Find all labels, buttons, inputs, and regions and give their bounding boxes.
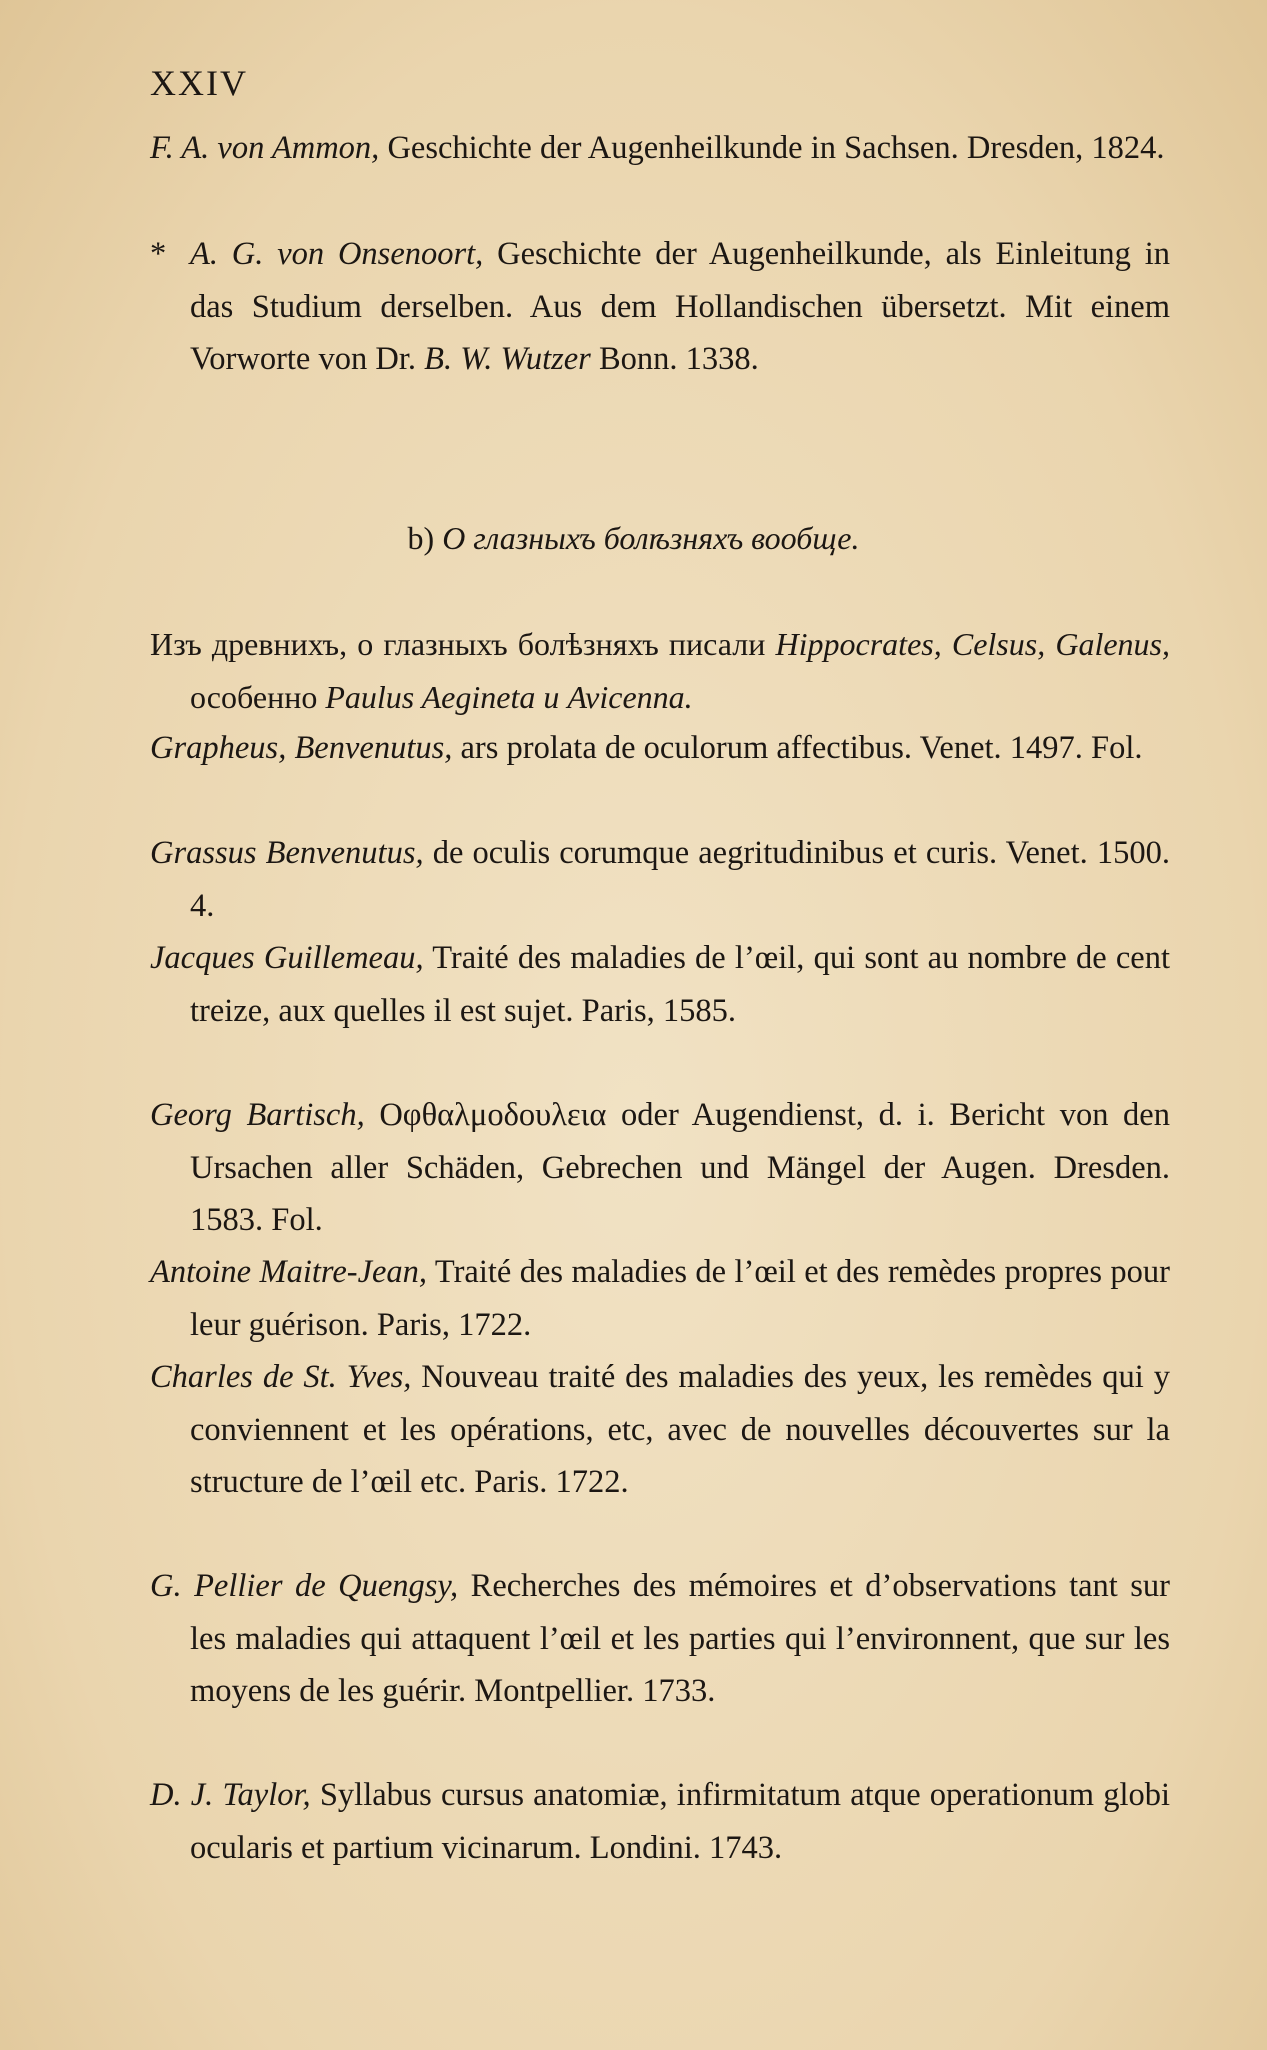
reference-author: Grassus Benvenutus, (150, 835, 424, 871)
reference-text: Geschichte der Augenheilkunde in Sachsen. Dresden, 1824. (379, 130, 1165, 166)
reference-text: Traité des maladies de l’œil, qui sont au nombre de cent treize, aux quelles il est sujet. Paris, 1585. (190, 940, 1170, 1029)
reference-entry (150, 722, 1170, 775)
reference-author: Georg Bartisch, (150, 1097, 365, 1133)
reference-author: G. Pellier de Quengsy, (150, 1568, 459, 1604)
reference-text: Nouveau traité des maladies des yeux, les remèdes qui y conviennent et les opérations, etc, avec de nouvelles découvertes sur la structure de l’œil etc. Paris. 1722. (190, 1359, 1170, 1500)
reference-text-end: Bonn. 1338. (590, 341, 759, 377)
section-label: b) (407, 520, 435, 556)
reference-entry (150, 932, 1170, 1037)
intro-text-2: особенно (190, 678, 326, 715)
reference-author: F. A. von Ammon, (150, 130, 380, 166)
intro-paragraph (150, 618, 1171, 723)
section-heading (0, 512, 1267, 564)
reference-text: ars prolata de oculorum affectibus. Venet. 1497. Fol. (452, 730, 1143, 766)
page-number: XXIV (150, 63, 248, 103)
intro-names-2: Paulus Aegineta и Avicenna. (325, 678, 693, 715)
reference-author-secondary: B. W. Wutzer (424, 341, 591, 377)
reference-entry (150, 1560, 1171, 1718)
reference-author: Grapheus, Benvenutus, (150, 730, 453, 766)
reference-author: Jacques Guillemeau, (150, 940, 424, 976)
intro-text: Изъ древнихъ, о глазныхъ болѣзняхъ писали (150, 626, 776, 662)
reference-entry (150, 827, 1170, 932)
reference-author: D. J. Taylor, (150, 1777, 311, 1813)
reference-author: Antoine Maitre-Jean, (150, 1254, 428, 1290)
reference-author: A. G. von Onsenoort, (190, 236, 484, 272)
reference-entry (150, 1089, 1170, 1247)
reference-entry (150, 1246, 1170, 1351)
section-title: О глазныхъ болѣзняхъ вообще. (442, 520, 860, 556)
reference-text: Geschichte der Augenheilkunde, als Einleitung in das Studium derselben. Aus dem Hollandischen übersetzt. Mit einem Vorworte von Dr. (190, 236, 1170, 377)
reference-text: Recherches des mémoires et d’observations tant sur les maladies qui attaquent l’œil et les parties qui l’environnent, que sur les moyens de les guérir. Montpellier. 1733. (190, 1568, 1171, 1709)
reference-entry (150, 228, 1170, 386)
reference-entry (150, 1351, 1170, 1509)
reference-text: Syllabus cursus anatomiæ, infirmitatum atque operationum globi ocularis et partium vicinarum. Londini. 1743. (190, 1777, 1170, 1866)
reference-text: Traité des maladies de l’œil et des remèdes propres pour leur guérison. Paris, 1722. (190, 1254, 1170, 1343)
reference-author: Charles de St. Yves, (150, 1359, 412, 1395)
reference-entry (150, 1769, 1170, 1874)
reference-text: de oculis corumque aegritudinibus et curis. Venet. 1500. 4. (190, 835, 1170, 924)
asterisk-marker: * (150, 236, 167, 272)
intro-names: Hippocrates, Celsus, Galenus, (775, 626, 1171, 662)
reference-text: Οφθαλμοδουλεια oder Augendienst, d. i. Bericht von den Ursachen aller Schäden, Gebrechen und Mängel der Augen. Dresden. 1583. Fol. (190, 1097, 1170, 1238)
reference-entry (150, 122, 1170, 175)
